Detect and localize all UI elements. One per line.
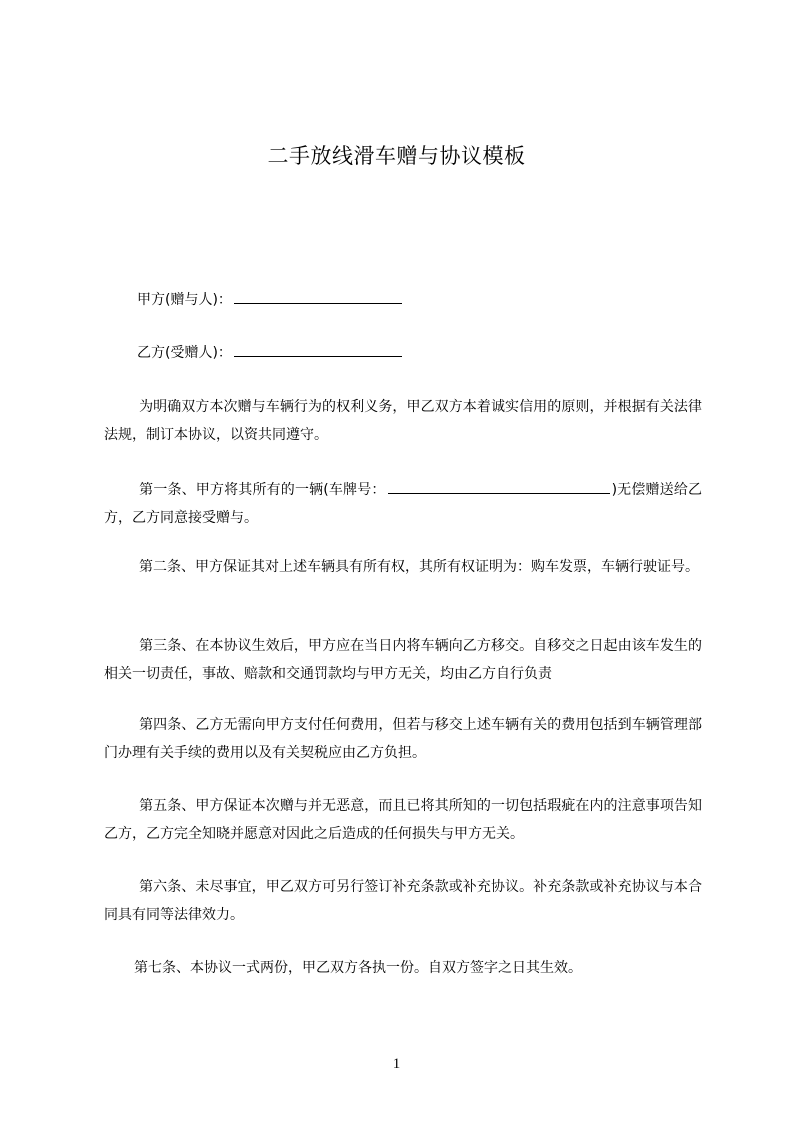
article-3-text: 第三条、在本协议生效后，甲方应在当日内将车辆向乙方移交。自移交之日起由该车发生的相关一切责任，事故、赔款和交通罚款均与甲方无关，均由乙方自行负责	[104, 638, 702, 682]
article-2-paragraph	[104, 553, 702, 581]
article-7-paragraph	[104, 954, 702, 982]
article-4-text: 第四条、乙方无需向甲方支付任何费用，但若与移交上述车辆有关的费用包括到车辆管理部门办理有关手续的费用以及有关契税应由乙方负担。	[104, 717, 702, 761]
plate-number-blank	[388, 479, 610, 494]
article-5-text: 第五条、甲方保证本次赠与并无恶意，而且已将其所知的一切包括瑕疵在内的注意事项告知乙方，乙方完全知晓并愿意对因此之后造成的任何损失与甲方无关。	[104, 798, 702, 842]
article-1-text-end: )无偿赠送给乙方，乙方同意接受赠与。	[104, 482, 702, 526]
preamble-text: 为明确双方本次赠与车辆行为的权利义务，甲乙双方本着诚实信用的原则，并根据有关法律法规，制订本协议，以资共同遵守。	[104, 399, 702, 443]
preamble-paragraph	[104, 393, 702, 449]
article-7-text: 第七条、本协议一式两份，甲乙双方各执一份。自双方签字之日其生效。	[134, 960, 582, 976]
party-b-blank	[234, 342, 402, 357]
article-3-paragraph	[104, 632, 702, 688]
article-6-text: 第六条、未尽事宜，甲乙双方可另行签订补充条款或补充协议。补充条款或补充协议与本合同具有同等法律效力。	[104, 879, 702, 923]
party-a-line	[137, 289, 402, 311]
article-4-paragraph	[104, 711, 702, 767]
document-title: 二手放线滑车赠与协议模板	[267, 144, 526, 168]
party-b-line	[137, 342, 402, 364]
article-1-paragraph	[104, 476, 702, 532]
party-a-label: 甲方(赠与人)：	[137, 292, 232, 308]
article-1-text-start: 第一条、甲方将其所有的一辆(车牌号：	[139, 482, 386, 498]
article-5-paragraph	[104, 792, 702, 848]
page-number: 1	[392, 1056, 401, 1072]
party-a-blank	[234, 289, 402, 304]
party-b-label: 乙方(受赠人)：	[137, 345, 232, 361]
article-2-text: 第二条、甲方保证其对上述车辆具有所有权，其所有权证明为：购车发票，车辆行驶证号。	[139, 559, 699, 575]
article-6-paragraph	[104, 873, 702, 929]
